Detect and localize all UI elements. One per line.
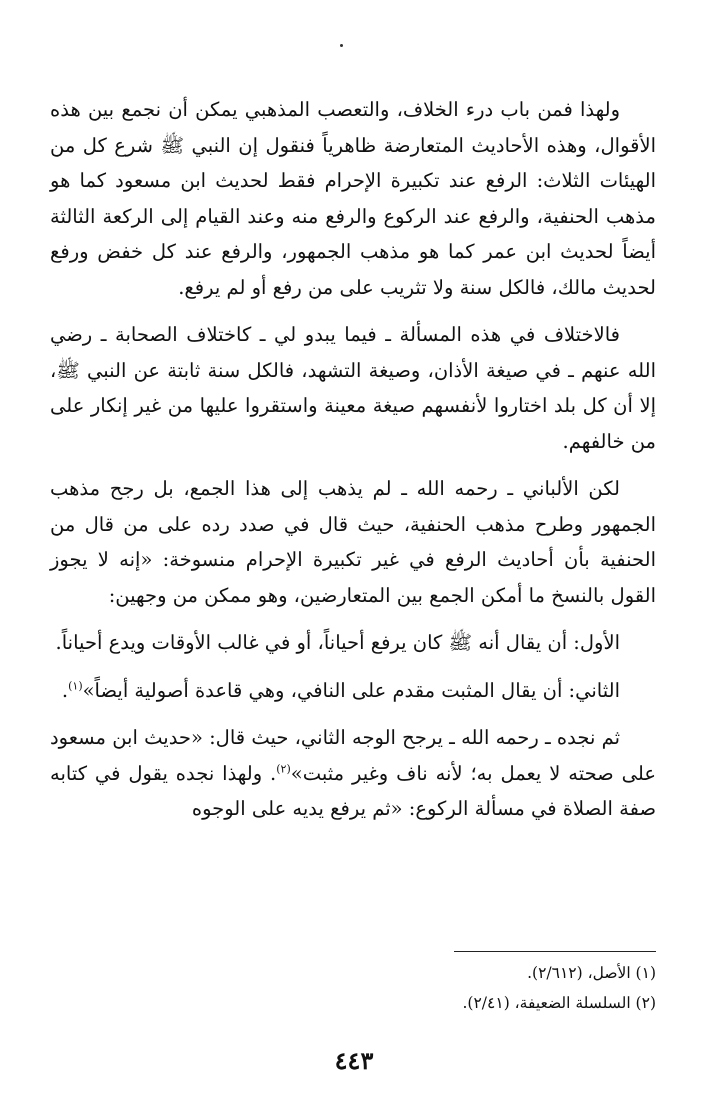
footnote-2: (٢) السلسلة الضعيفة، (٢/٤١). [462,994,656,1012]
paragraph-4: الأول: أن يقال أنه ﷺ كان يرفع أحياناً، أو في غالب الأوقات ويدع أحياناً. [55,631,620,654]
footnotes [50,958,656,1018]
paragraph-5-text: الثاني: أن يقال المثبت مقدم على النافي، وهي قاعدة أصولية أيضاً» [82,678,620,702]
footnote-1: (١) الأصل، (٢/٦١٢). [527,964,656,982]
main-text [50,92,656,839]
footnote-ref-1[interactable]: (١) [68,679,83,692]
paragraph-3: لكن الألباني ـ رحمه الله ـ لم يذهب إلى هذا الجمع، بل رجح مذهب الجمهور وطرح مذهب الحنفية، حيث قال في صدد رده على من قال من الحنفية بأن أحاديث الرفع في غير تكبيرة الإحرام منسوخة: «إنه لا يجوز القول بالنسخ ما أمكن الجمع بين المتعارضين، وهو ممكن من وجهين: [50,477,656,607]
top-dot [340,44,343,47]
paragraph-6 [50,720,656,827]
footnote-ref-2[interactable]: (٢) [276,762,291,775]
paragraph-5-end: . [61,678,69,702]
footnote-separator [454,951,656,952]
paragraph-1: ولهذا فمن باب درء الخلاف، والتعصب المذهبي يمكن أن نجمع بين هذه الأقوال، وهذه الأحاديث المتعارضة ظاهرياً فنقول إن النبي ﷺ شرع كل من الهيئات الثلاث: الرفع عند تكبيرة الإحرام فقط لحديث ابن مسعود كما هو مذهب الحنفية، والرفع عند الركوع والرفع منه وعند القيام إلى الركعة الثالثة أيضاً لحديث ابن عمر كما هو مذهب الجمهور، والرفع عند كل خفض ورفع لحديث مالك، فالكل سنة ولا تثريب على من رفع أو لم يرفع. [50,98,656,299]
paragraph-5 [50,673,656,709]
paragraph-2: فالاختلاف في هذه المسألة ـ فيما يبدو لي ـ كاختلاف الصحابة ـ رضي الله عنهم ـ في صيغة الأذان، وصيغة التشهد، فالكل سنة ثابتة عن النبي ﷺ، إلا أن كل بلد اختاروا لأنفسهم صيغة معينة واستقروا عليها من غير إنكار على من خالفهم. [50,323,656,453]
paragraph-6-part-a: ثم نجده ـ رحمه الله ـ يرجح الوجه الثاني، حيث قال: «حديث ابن مسعود على صحته لا يعمل به؛ لأنه ناف وغير مثبت» [50,726,656,785]
page-number: ٤٤٣ [334,1046,374,1075]
paragraph-6-part-b: . ولهذا نجده يقول في كتابه صفة الصلاة في مسألة الركوع: «ثم يرفع يديه على الوجوه [50,761,656,820]
